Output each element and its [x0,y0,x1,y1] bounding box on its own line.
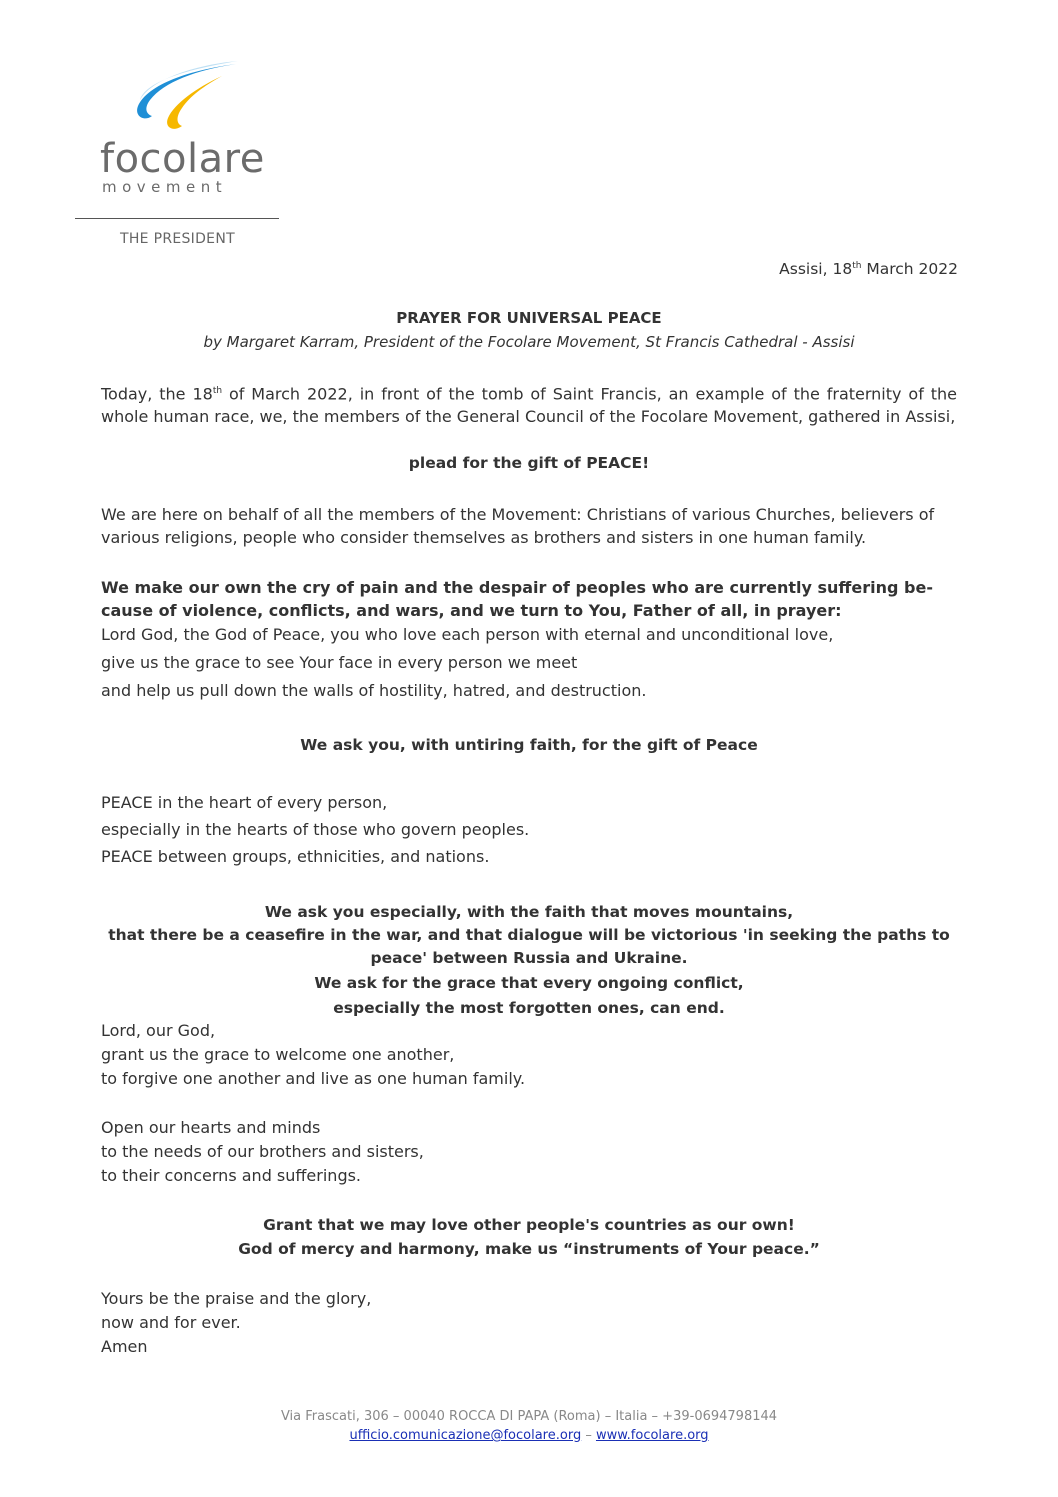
closing-line-2: now and for ever. [101,1313,241,1332]
document-title: PRAYER FOR UNIVERSAL PEACE [396,309,662,327]
plea-line: plead for the gift of PEACE! [408,454,650,472]
lord-our-god-3: to forgive one another and live as one human family. [101,1069,526,1088]
ask-especially-2: that there be a ceasefire in the war, and that dialogue will be victorious 'in seeking the paths to [108,926,950,944]
footer-email-link[interactable]: ufficio.comunicazione@focolare.org [349,1428,582,1443]
lord-our-god-2: grant us the grace to welcome one another, [101,1045,455,1064]
intro-paragraph [101,380,957,428]
lord-line-2: give us the grace to see Your face in every person we meet [101,653,578,672]
grant-line-1: Grant that we may love other people's countries as our own! [263,1216,795,1234]
footer-separator: – [581,1428,596,1443]
open-hearts-1: Open our hearts and minds [101,1118,321,1137]
ask-faith-line: We ask you, with untiring faith, for the gift of Peace [300,736,758,754]
ask-especially-1: We ask you especially, with the faith that moves mountains, [264,903,794,921]
focolare-flame-icon [130,58,240,138]
president-label: THE PRESIDENT [120,231,235,247]
place-date-main: Assisi, 18 [779,260,853,278]
place-date-suffix: March 2022 [861,260,958,278]
footer-website-link[interactable]: www.focolare.org [595,1428,709,1443]
ask-especially-3: peace' between Russia and Ukraine. [370,949,688,967]
logo-wordmark: focolare [100,136,265,182]
grant-line-2: God of mercy and harmony, make us “instruments of Your peace.” [238,1240,820,1258]
focolare-logo [100,58,280,198]
closing-line-1: Yours be the praise and the glory, [101,1289,372,1308]
ask-especially-5: especially the most forgotten ones, can end. [333,999,725,1017]
place-date [779,260,958,278]
intro-sup: th [212,386,223,396]
lord-line-3: and help us pull down the walls of hostility, hatred, and destruction. [101,681,647,700]
intro-text-1: Today, the 18 [101,384,213,404]
open-hearts-2: to the needs of our brothers and sisters, [101,1142,424,1161]
behalf-paragraph: We are here on behalf of all the members of the Movement: Christians of various Churches, believers of various religions, people who consider themselves as brothers and sisters in one human family. [101,505,935,547]
lord-line-1: Lord God, the God of Peace, you who love each person with eternal and unconditional love, [101,625,834,644]
lord-our-god-1: Lord, our God, [101,1021,216,1040]
intro-text-2: of March 2022, in front of the tomb of Saint Francis, an example of the fraternity of the whole human race, we, the members of the General Council of the Focolare Movement, gathered in Assisi, [101,384,958,427]
open-hearts-3: to their concerns and sufferings. [101,1166,362,1185]
cry-paragraph: We make our own the cry of pain and the despair of peoples who are currently suffering be-cause of violence, conflicts, and wars, and we turn to You, Father of all, in prayer: [101,578,933,620]
document-subtitle: by Margaret Karram, President of the Focolare Movement, St Francis Cathedral - Assisi [203,333,855,351]
logo-subtitle: movement [102,178,228,196]
footer-address: Via Frascati, 306 – 00040 ROCCA DI PAPA (Roma) – Italia – +39-0694798144 [280,1409,778,1424]
peace-line-1: PEACE in the heart of every person, [101,793,388,812]
footer-links [100,1428,958,1443]
ask-especially-4: We ask for the grace that every ongoing conflict, [314,974,744,992]
peace-line-3: PEACE between groups, ethnicities, and nations. [101,847,490,866]
header-divider [75,218,279,219]
peace-line-2: especially in the hearts of those who govern peoples. [101,820,530,839]
closing-line-3: Amen [101,1337,148,1356]
place-date-sup: th [852,260,862,271]
